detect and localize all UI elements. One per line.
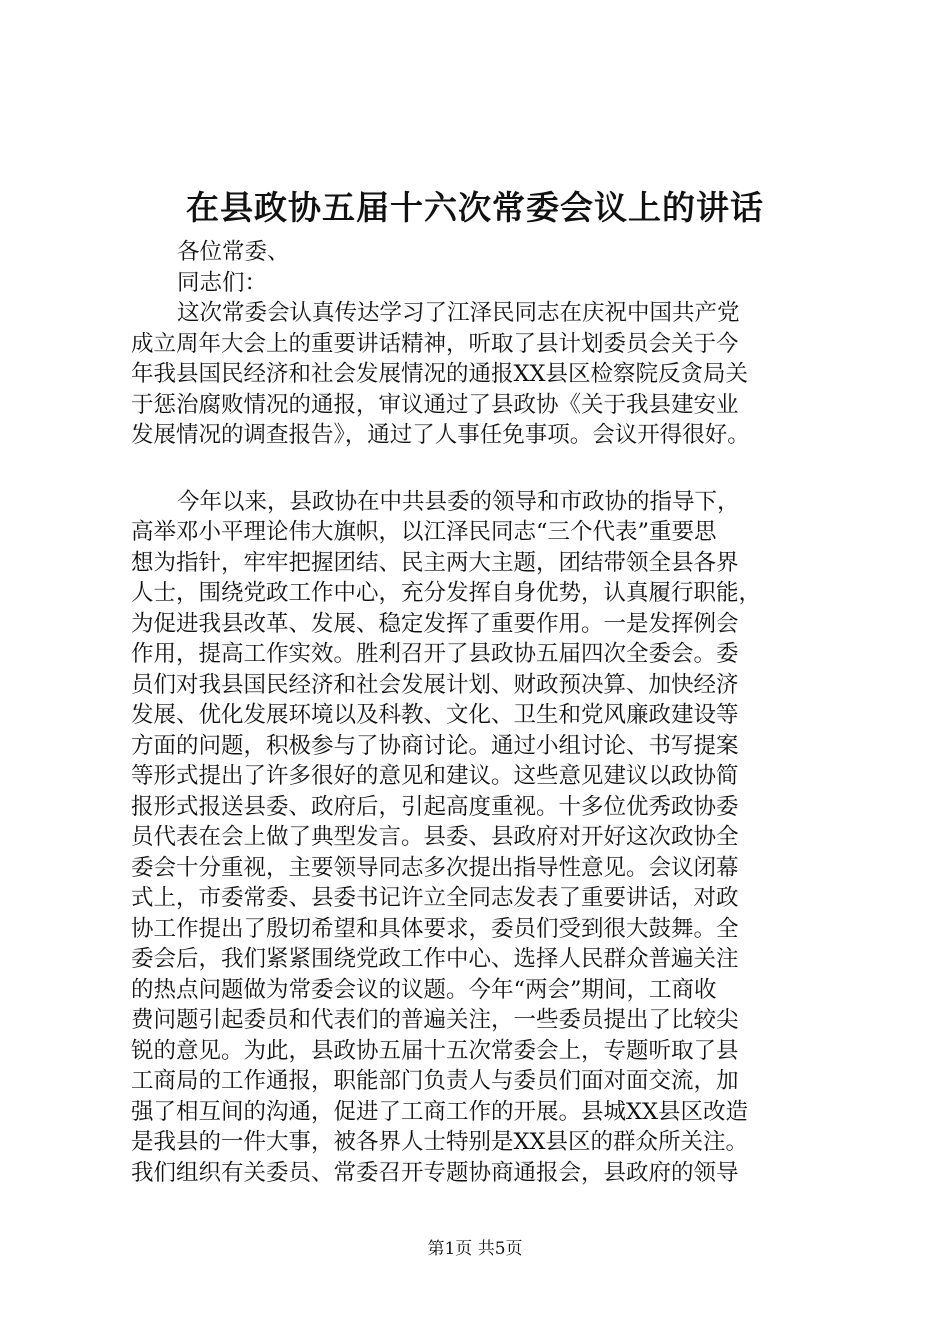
text-line: 年我县国民经济和社会发展情况的通报XX县区检察院反贪局关 bbox=[131, 361, 749, 387]
text-line: 工商局的工作通报，职能部门负责人与委员们面对面交流，加 bbox=[131, 1068, 739, 1094]
text-line: 想为指针，牢牢把握团结、民主两大主题，团结带领全县各界 bbox=[131, 549, 739, 576]
text-line: 我们组织有关委员、常委召开专题协商通报会，县政府的领导 bbox=[131, 1159, 739, 1186]
text-line: 强了相互间的沟通，促进了工商工作的开展。县城XX县区改造 bbox=[131, 1098, 749, 1125]
salutation-line: 各位常委、 bbox=[177, 239, 290, 265]
text-line: 发展、优化发展环境以及科教、文化、卫生和党风廉政建设等 bbox=[131, 702, 739, 728]
text-line: 高举邓小平理论伟大旗帜，以江泽民同志“三个代表”重要思 bbox=[131, 519, 717, 545]
text-line: 为促进我县改革、发展、稳定发挥了重要作用。一是发挥例会 bbox=[131, 610, 739, 637]
text-line: 成立周年大会上的重要讲话精神，听取了县计划委员会关于今 bbox=[131, 330, 739, 357]
text-line: 员们对我县国民经济和社会发展计划、财政预决算、加快经济 bbox=[131, 671, 739, 698]
salutation-line: 同志们： bbox=[177, 269, 268, 296]
paragraph-2 bbox=[131, 487, 831, 1189]
text-line: 报形式报送县委、政府后，引起高度重视。十多位优秀政协委 bbox=[131, 793, 739, 820]
document-title: 在县政协五届十六次常委会议上的讲话 bbox=[186, 188, 764, 227]
text-line: 作用，提高工作实效。胜利召开了县政协五届四次全委会。委 bbox=[131, 641, 739, 667]
text-line: 的热点问题做为常委会议的议题。今年“两会”期间，工商收 bbox=[131, 976, 717, 1003]
text-line: 人士，围绕党政工作中心，充分发挥自身优势，认真履行职能， bbox=[131, 580, 762, 606]
text-line: 等形式提出了许多很好的意见和建议。这些意见建议以政协简 bbox=[131, 763, 739, 789]
text-line: 今年以来，县政协在中共县委的领导和市政协的指导下， bbox=[177, 488, 740, 515]
document-body bbox=[131, 237, 831, 1188]
text-line: 方面的问题，积极参与了协商讨论。通过小组讨论、书写提案 bbox=[131, 732, 739, 759]
text-line: 式上，市委常委、县委书记许立全同志发表了重要讲话，对政 bbox=[131, 885, 739, 911]
paragraph-spacer bbox=[131, 451, 831, 487]
page-number: 第1页 共5页 bbox=[427, 1239, 523, 1259]
text-line: 是我县的一件大事，被各界人士特别是XX县区的群众所关注。 bbox=[131, 1129, 749, 1155]
text-line: 协工作提出了殷切希望和具体要求，委员们受到很大鼓舞。全 bbox=[131, 915, 739, 942]
text-line: 委会后，我们紧紧围绕党政工作中心、选择人民群众普遍关注 bbox=[131, 946, 739, 972]
text-line: 这次常委会认真传达学习了江泽民同志在庆祝中国共产党 bbox=[177, 300, 740, 326]
text-line: 员代表在会上做了典型发言。县委、县政府对开好这次政协全 bbox=[131, 824, 739, 850]
text-line: 费问题引起委员和代表们的普遍关注，一些委员提出了比较尖 bbox=[131, 1007, 739, 1033]
text-line: 于惩治腐败情况的通报，审议通过了县政协《关于我县建安业 bbox=[131, 391, 739, 418]
text-line: 锐的意见。为此，县政协五届十五次常委会上，专题听取了县 bbox=[131, 1037, 739, 1064]
text-line: 委会十分重视，主要领导同志多次提出指导性意见。会议闭幕 bbox=[131, 854, 739, 881]
text-line: 发展情况的调查报告》，通过了人事任免事项。会议开得很好。 bbox=[131, 422, 750, 448]
paragraph-1 bbox=[131, 298, 831, 451]
